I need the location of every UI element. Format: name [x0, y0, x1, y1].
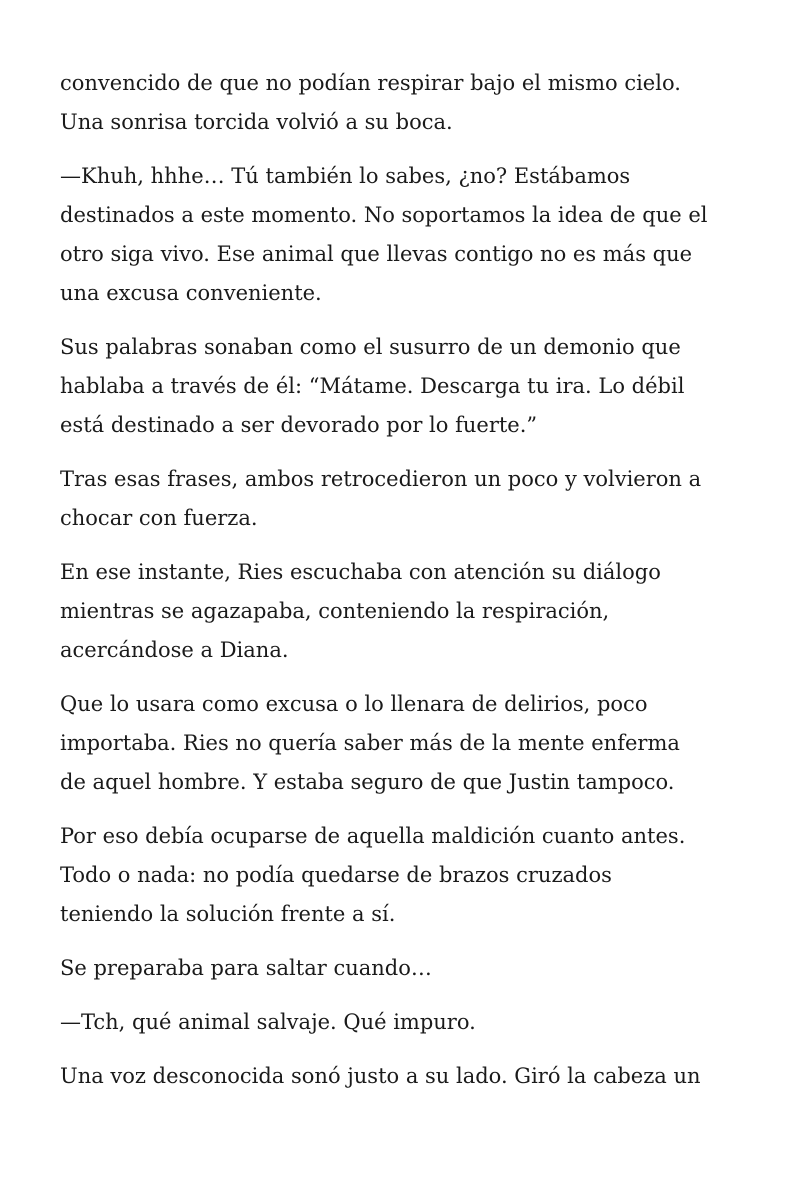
text-line: Que lo usara como excusa o lo llenara de delirios, poco — [60, 692, 648, 716]
text-line: mientras se agazapaba, conteniendo la respiración, — [60, 599, 610, 623]
paragraph-7 — [60, 817, 750, 934]
text-line: destinados a este momento. No soportamos la idea de que el — [60, 203, 708, 227]
text-line: acercándose a Diana. — [60, 638, 289, 662]
paragraph-4 — [60, 460, 750, 538]
text-line: chocar con fuerza. — [60, 506, 258, 530]
text-line: está destinado a ser devorado por lo fuerte.” — [60, 413, 538, 437]
paragraph-3 — [60, 328, 750, 445]
paragraph-2 — [60, 157, 750, 313]
text-line: Todo o nada: no podía quedarse de brazos cruzados — [60, 863, 612, 887]
text-line: convencido de que no podían respirar bajo el mismo cielo. — [60, 71, 681, 95]
text-line: importaba. Ries no quería saber más de la mente enferma — [60, 731, 680, 755]
text-line: Una voz desconocida sonó justo a su lado. Giró la cabeza un — [60, 1064, 701, 1088]
paragraph-5 — [60, 553, 750, 670]
text-line: En ese instante, Ries escuchaba con atención su diálogo — [60, 560, 661, 584]
text-line: Sus palabras sonaban como el susurro de un demonio que — [60, 335, 681, 359]
text-line: una excusa conveniente. — [60, 281, 322, 305]
text-line: —Tch, qué animal salvaje. Qué impuro. — [60, 1010, 476, 1034]
text-line: Una sonrisa torcida volvió a su boca. — [60, 110, 453, 134]
paragraph-6 — [60, 685, 750, 802]
paragraph-9 — [60, 1003, 750, 1042]
text-line: hablaba a través de él: “Mátame. Descarga tu ira. Lo débil — [60, 374, 685, 398]
text-line: Se preparaba para saltar cuando… — [60, 956, 432, 980]
text-line: de aquel hombre. Y estaba seguro de que Justin tampoco. — [60, 770, 675, 794]
paragraph-10 — [60, 1057, 750, 1096]
paragraph-8 — [60, 949, 750, 988]
text-line: otro siga vivo. Ese animal que llevas contigo no es más que — [60, 242, 693, 266]
text-line: teniendo la solución frente a sí. — [60, 902, 396, 926]
text-line: Por eso debía ocuparse de aquella maldición cuanto antes. — [60, 824, 686, 848]
paragraph-1 — [60, 64, 750, 142]
text-line: Tras esas frases, ambos retrocedieron un poco y volvieron a — [60, 467, 702, 491]
text-line: —Khuh, hhhe… Tú también lo sabes, ¿no? Estábamos — [60, 164, 631, 188]
document-page — [60, 64, 750, 1111]
